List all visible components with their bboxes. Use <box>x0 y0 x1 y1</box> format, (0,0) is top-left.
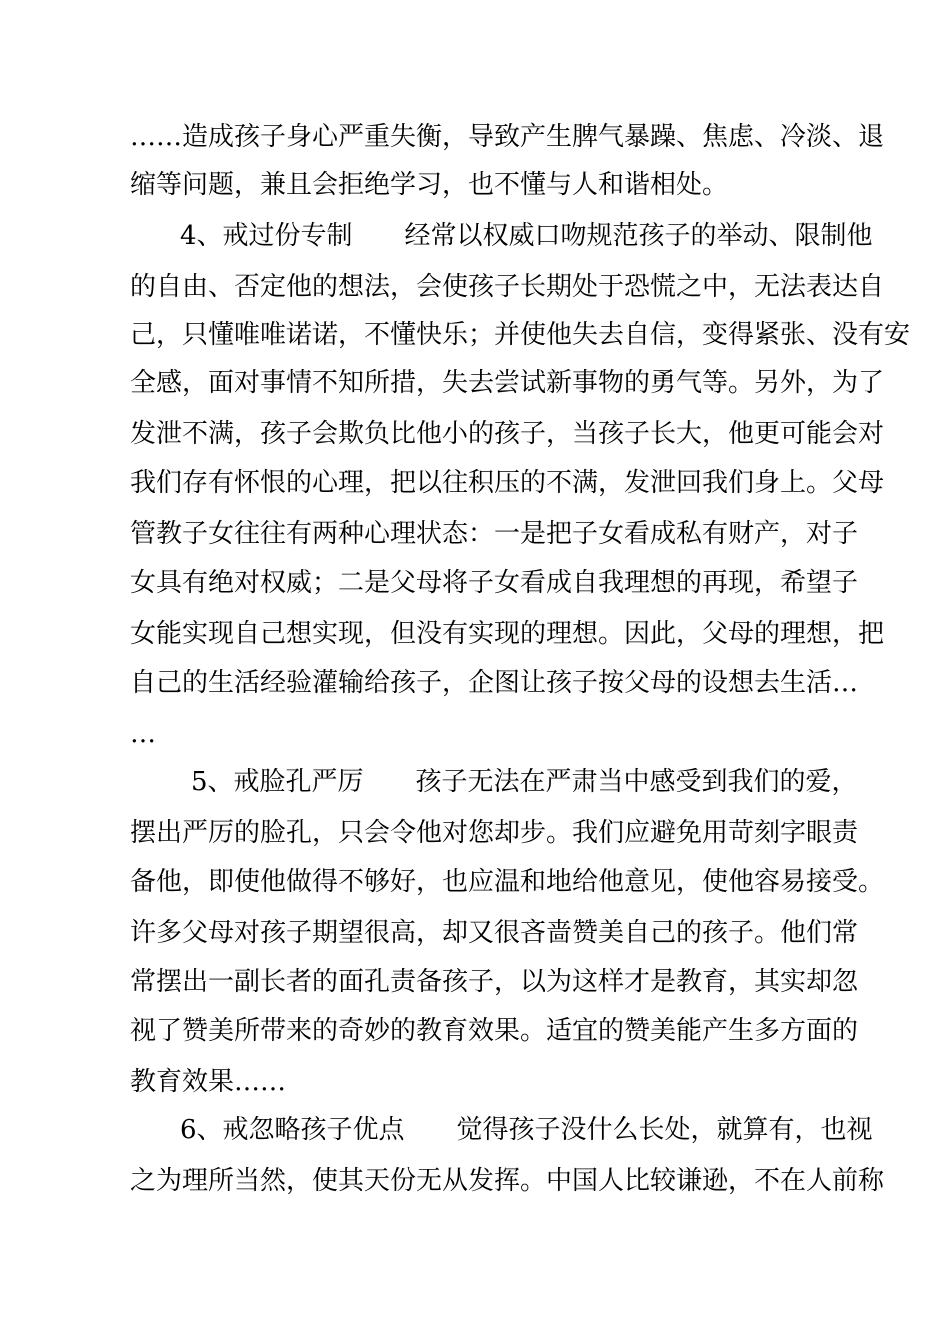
text-line: 女能实现自己想实现，但没有实现的理想。因此，父母的理想，把 <box>130 619 885 649</box>
text-line: 全感，面对事情不知所措，失去尝试新事物的勇气等。另外，为了 <box>130 368 885 398</box>
section-5-heading: 5、戒脸孔严厉 <box>191 767 364 797</box>
section-6-heading: 6、戒忽略孩子优点 <box>180 1115 405 1145</box>
text-line: 发泄不满，孩子会欺负比他小的孩子，当孩子长大，他更可能会对 <box>130 419 885 449</box>
text-line: … <box>130 719 156 749</box>
section-4-heading: 4、戒过份专制 <box>180 221 353 251</box>
text-line: 摆出严厉的脸孔，只会令他对您却步。我们应避免用苛刻字眼责 <box>130 818 859 848</box>
section-5-first-line <box>191 758 858 806</box>
text-line: ……造成孩子身心严重失衡，导致产生脾气暴躁、焦虑、冷淡、退 <box>130 122 885 152</box>
section-6-text: 觉得孩子没什么长处，就算有，也视 <box>456 1115 873 1145</box>
text-line: 缩等问题，兼且会拒绝学习，也不懂与人和谐相处。 <box>130 170 729 200</box>
text-line: 常摆出一副长者的面孔责备孩子，以为这样才是教育，其实却忽 <box>130 967 859 997</box>
text-line: 己，只懂唯唯诺诺，不懂快乐；并使他失去自信，变得紧张、没有安 <box>130 320 911 350</box>
text-line: 我们存有怀恨的心理，把以往积压的不满，发泄回我们身上。父母 <box>130 468 885 498</box>
text-line: 自己的生活经验灌输给孩子，企图让孩子按父母的设想去生活… <box>130 668 859 698</box>
text-line: 许多父母对孩子期望很高，却又很吝啬赞美自己的孩子。他们常 <box>130 918 859 948</box>
text-line: 的自由、否定他的想法，会使孩子长期处于恐慌之中，无法表达自 <box>130 272 885 302</box>
section-5-text: 孩子无法在严肃当中感受到我们的爱， <box>415 767 858 797</box>
text-line: 女具有绝对权威；二是父母将子女看成自我理想的再现，希望子 <box>130 568 859 598</box>
section-6-first-line <box>180 1106 873 1154</box>
text-line: 之为理所当然，使其天份无从发挥。中国人比较谦逊，不在人前称 <box>130 1166 885 1196</box>
text-line: 视了赞美所带来的奇妙的教育效果。适宜的赞美能产生多方面的 <box>130 1016 859 1046</box>
text-line: 备他，即使他做得不够好，也应温和地给他意见，使他容易接受。 <box>130 867 885 897</box>
text-line: 教育效果…… <box>130 1067 287 1097</box>
text-line: 管教子女往往有两种心理状态：一是把子女看成私有财产，对子 <box>130 519 859 549</box>
section-4-text: 经常以权威口吻规范孩子的举动、限制他 <box>404 221 873 251</box>
section-4-first-line <box>180 212 873 260</box>
